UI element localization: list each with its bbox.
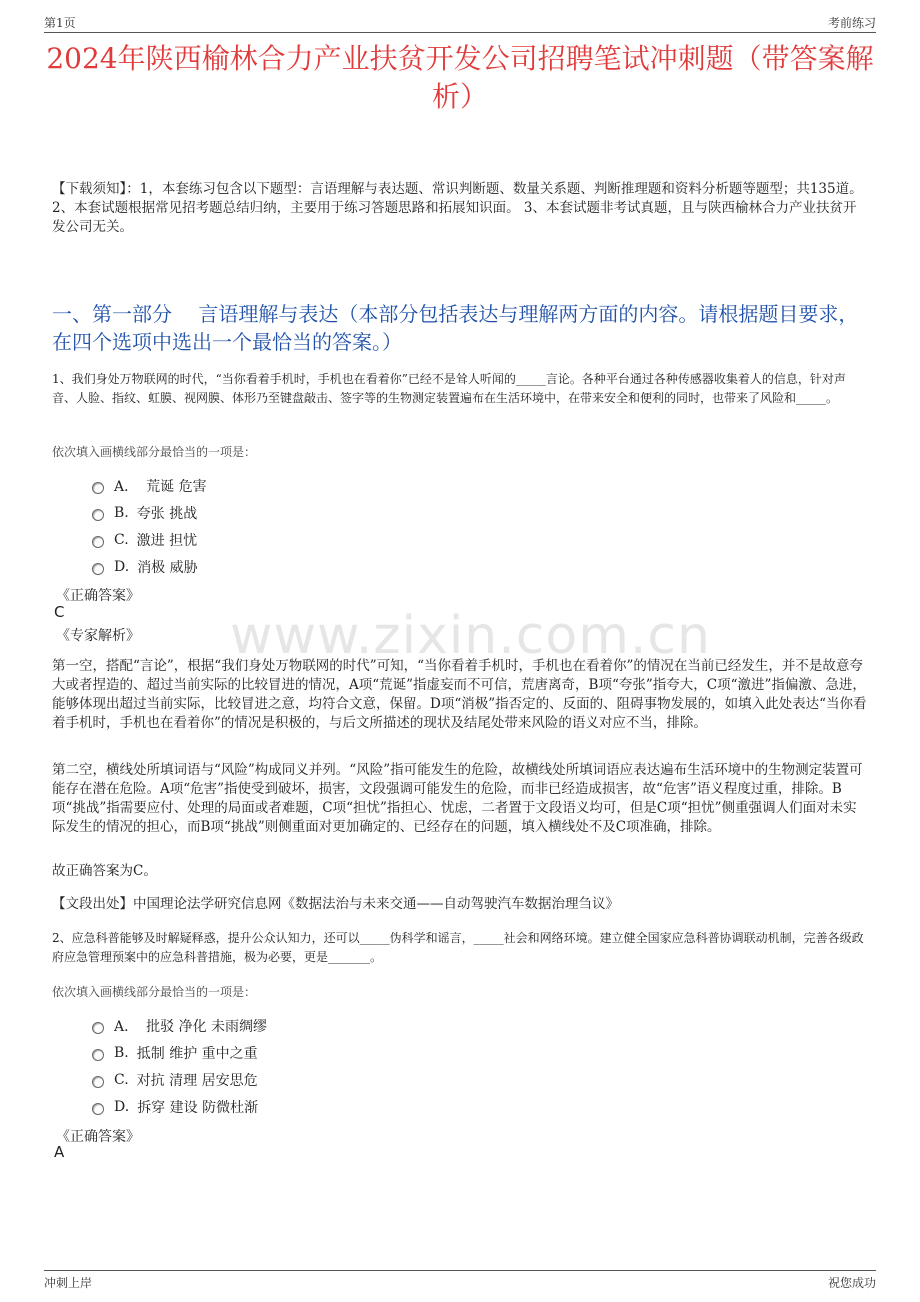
question-2-answer: A [54,1143,65,1161]
question-1-options [92,472,492,580]
question-2-option-b[interactable]: B. 抵制 维护 重中之重 [92,1039,492,1066]
question-1-option-b[interactable]: B. 夸张 挑战 [92,499,492,526]
question-1-prompt: 依次填入画横线部分最恰当的一项是： [52,445,257,459]
question-2-option-c[interactable]: C. 对抗 清理 居安思危 [92,1066,492,1093]
question-2-answer-label: 《正确答案》 [56,1129,140,1145]
question-1-text: 1、我们身处万物联网的时代，“当你看着手机时，手机也在看着你”已经不是耸人听闻的_____言论。各种平台通过各种传感器收集着人的信息，针对声音、人脸、指纹、虹膜、视网膜、体形乃至键盘敲击、签字等的生物测定装置遍布在生活环境中，在带来安全和便利的同时，也带来了风险和_____。 [52,372,846,405]
page-footer [44,1270,876,1291]
footer-left: 冲刺上岸 [44,1276,93,1290]
question-1-analysis-p1: 第一空，搭配“言论”，根据“我们身处万物联网的时代”可知，“当你看着手机时，手机也在看着你”的情况在当前已经发生，并不是故意夸大或者捏造的、超过当前实际的比较冒进的情况，A项“荒诞”指虚妄而不可信，荒唐离奇，B项“夸张”指夸大，C项“激进”指偏激、急进，能够体现出超过当前实际，比较冒进之意，均符合文意，保留。D项“消极”指否定的、反面的、阻碍事物发展的，如填入此处表达“当你看着手机时，手机也在看着你”的情况是积极的，与后文所描述的现状及结尾处带来风险的语义对应不当，排除。 [52,658,867,731]
radio-icon[interactable] [92,536,104,548]
watermark: www.zixin.com.cn [230,606,711,666]
question-2-option-a[interactable]: A． 批驳 净化 未雨绸缪 [92,1012,492,1039]
page-number: 第1页 [44,16,76,30]
question-1-option-c[interactable]: C. 激进 担忧 [92,526,492,553]
question-2-prompt: 依次填入画横线部分最恰当的一项是： [52,985,257,999]
question-1-option-d[interactable]: D. 消极 威胁 [92,553,492,580]
radio-icon[interactable] [92,1049,104,1061]
question-2-text: 2、应急科普能够及时解疑释惑，提升公众认知力，还可以_____伪科学和谣言，_____社会和网络环境。建立健全国家应急科普协调联动机制，完善各级政府应急管理预案中的应急科普措施，极为必要，更是_______。 [52,931,864,964]
footer-right: 祝您成功 [827,1276,876,1290]
question-1-analysis-label: 《专家解析》 [56,628,140,644]
download-notice: 【下载须知】：1，本套练习包含以下题型：言语理解与表达题、常识判断题、数量关系题、判断推理题和资料分析题等题型；共135道。 2、本套试题根据常见招考题总结归纳，主要用于练习答题思路和拓展知识面。 3、本套试题非考试真题，且与陕西榆林合力产业扶贫开发公司无关。 [52,181,863,235]
header-tag: 考前练习 [827,16,876,30]
radio-icon[interactable] [92,1022,104,1034]
radio-icon[interactable] [92,1103,104,1115]
question-2-option-d[interactable]: D. 拆穿 建设 防微杜渐 [92,1093,492,1120]
radio-icon[interactable] [92,482,104,494]
question-1-answer-label: 《正确答案》 [56,588,140,604]
question-1-option-a[interactable]: A． 荒诞 危害 [92,472,492,499]
page-header [44,12,876,33]
question-1-answer: C [54,603,65,621]
section-heading: 一、第一部分 言语理解与表达（本部分包括表达与理解两方面的内容。请根据题目要求，在四个选项中选出一个最恰当的答案。） [52,302,859,354]
radio-icon[interactable] [92,563,104,575]
question-1-source: 【文段出处】中国理论法学研究信息网《数据法治与未来交通——自动驾驶汽车数据治理刍议》 [52,896,619,912]
question-1-analysis-p2: 第二空，横线处所填词语与“风险”构成同义并列。“风险”指可能发生的危险，故横线处所填词语应表达遍布生活环境中的生物测定装置可能存在潜在危险。A项“危害”指使受到破坏，损害，文段强调可能发生的危险，而非已经造成损害，故“危害”语义程度过重，排除。B项“挑战”指需要应付、处理的局面或者难题，C项“担忧”指担心、忧虑，二者置于文段语义均可，但是C项“担忧”侧重强调人们面对未实际发生的情况的担心，而B项“挑战”则侧重面对更加确定的、已经存在的问题，填入横线处不及C项准确，排除。 [52,762,863,835]
document-title: 2024年陕西榆林合力产业扶贫开发公司招聘笔试冲刺题（带答案解析） [46,42,874,113]
radio-icon[interactable] [92,509,104,521]
radio-icon[interactable] [92,1076,104,1088]
question-2-options [92,1012,492,1120]
question-1-conclusion: 故正确答案为C。 [52,863,157,879]
